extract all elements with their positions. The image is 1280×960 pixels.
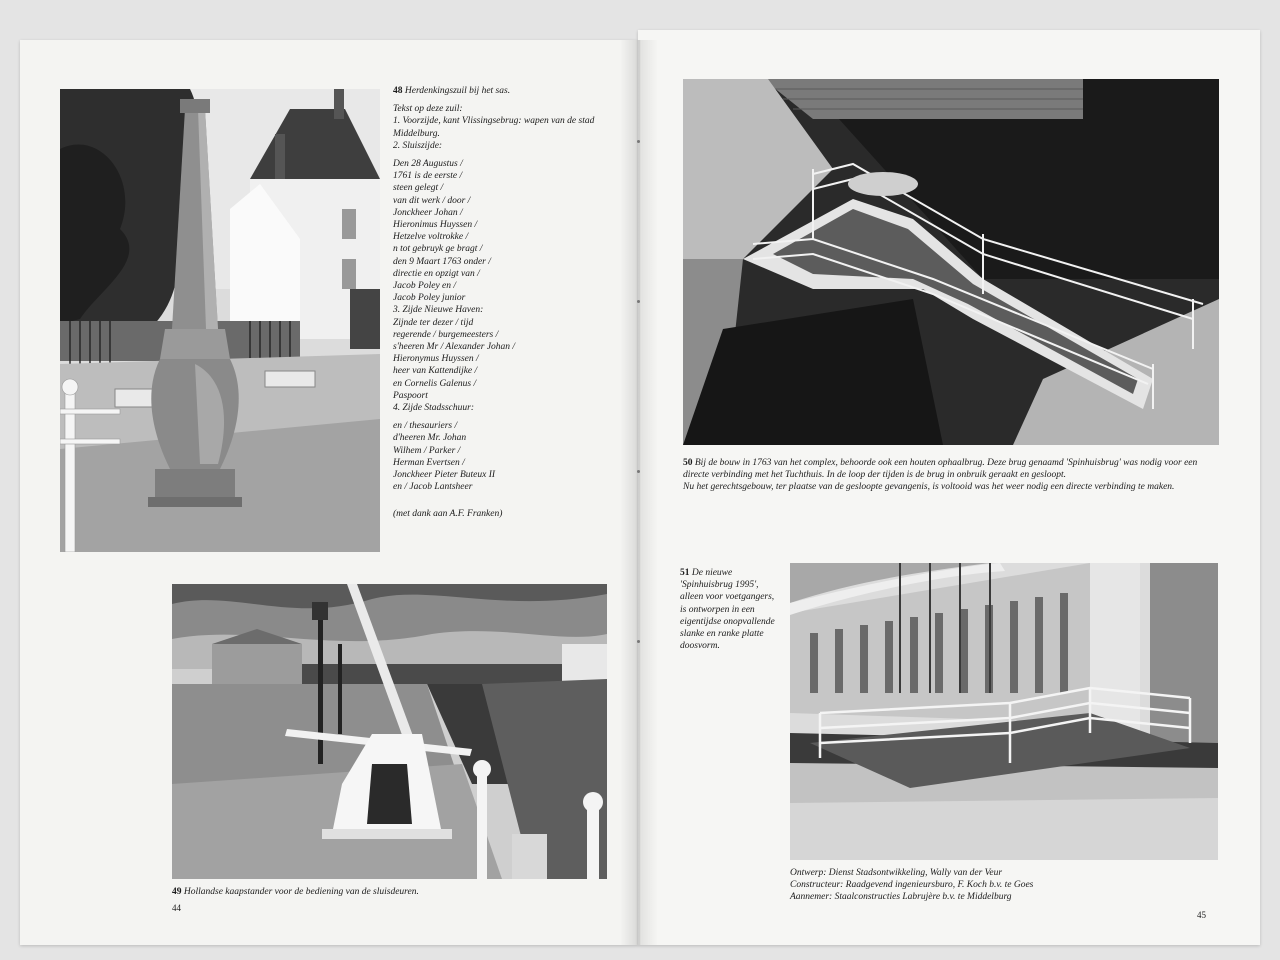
inscription-line: Hieronimus Huyssen / (393, 220, 478, 231)
inscription-line: Jonckheer Pieter Buteux II (393, 470, 496, 481)
inscription-side-4-heading: 4. Zijde Stadsschuur: (393, 403, 475, 414)
binding-stitch (637, 300, 640, 303)
figure-number: 49 (172, 887, 182, 897)
figure-number: 48 (393, 86, 403, 96)
inscription-line: s'heeren Mr / Alexander Johan / (393, 342, 516, 353)
caption-line: directe verbinding met het Tuchthuis. In de loop der tijden is de brug in onbruik geraakt en gesloopt. (683, 470, 1067, 481)
inscription-side-3-heading: 3. Zijde Nieuwe Haven: (393, 305, 484, 316)
credit-line: Constructeur: Raadgevend ingenieursburo, F. Koch b.v. te Goes (790, 880, 1034, 891)
inscription-line: Jacob Poley junior (393, 293, 466, 304)
inscription-line: en Cornelis Galenus / (393, 378, 477, 389)
credits-51 (790, 867, 1230, 904)
inscription-line: en / Jacob Lantsheer (393, 482, 473, 493)
acknowledgement: (met dank aan A.F. Franken) (393, 508, 503, 519)
inscription-side-1: 1. Voorzijde, kant Vlissingsebrug: wapen van de stad Middelburg. (393, 116, 595, 139)
caption-line: is ontworpen in een (680, 604, 755, 615)
inscription-side-2-heading: 2. Sluiszijde: (393, 140, 443, 151)
inscription-line: Jacob Poley en / (393, 281, 457, 292)
caption-line: eigentijdse onopvallende (680, 616, 775, 627)
inscription-line: Den 28 Augustus / (393, 159, 463, 170)
caption-51 (680, 567, 790, 652)
inscription-intro: Tekst op deze zuil: (393, 104, 463, 115)
page-number-right: 45 (1197, 910, 1206, 920)
caption-line: Bij de bouw in 1763 van het complex, behoorde ook een houten ophaalbrug. Deze brug genaamd 'Spinhuisbrug' was nodig voor een (694, 458, 1198, 468)
figure-caption: Hollandse kaapstander voor de bediening van de sluisdeuren. (183, 887, 419, 897)
inscription-line: Hieronymus Huyssen / (393, 354, 479, 365)
figure-title: Herdenkingszuil bij het sas. (404, 86, 511, 96)
photo-51-new-bridge (790, 563, 1218, 860)
inscription-line: Paspoort (393, 390, 428, 401)
inscription-line: regerende / burgemeesters / (393, 329, 499, 340)
inscription-line: den 9 Maart 1763 onder / (393, 256, 491, 267)
figure-number: 50 (683, 458, 693, 468)
inscription-line: van dit werk / door / (393, 195, 471, 206)
caption-line: 'Spinhuisbrug 1995', (680, 580, 759, 591)
caption-line: alleen voor voetgangers, (680, 592, 775, 603)
caption-50 (683, 457, 1228, 494)
inscription-line: d'heeren Mr. Johan (393, 433, 467, 444)
inscription-line: 1761 is de eerste / (393, 171, 463, 182)
inscription-line: Herman Evertsen / (393, 457, 465, 468)
credit-line: Ontwerp: Dienst Stadsontwikkeling, Wally van der Veur (790, 868, 1003, 878)
binding-stitch (637, 140, 640, 143)
photo-50-bridge (683, 79, 1219, 445)
photo-48-memorial-column (60, 89, 380, 552)
binding-stitch (637, 470, 640, 473)
caption-line: doosvorm. (680, 641, 720, 652)
inscription-line: directie en opzigt van / (393, 268, 480, 279)
inscription-text (393, 85, 613, 520)
credit-line: Aannemer: Staalconstructies Labrujère b.v. te Middelburg (790, 892, 1012, 903)
caption-line: De nieuwe (691, 568, 733, 578)
inscription-line: en / thesauriers / (393, 421, 458, 432)
inscription-line: Hetzelve voltrokke / (393, 232, 469, 243)
inscription-line: steen gelegt / (393, 183, 444, 194)
inscription-line: Jonckheer Johan / (393, 207, 463, 218)
inscription-line: Wilhem / Parker / (393, 445, 461, 456)
caption-49 (172, 886, 612, 898)
figure-number: 51 (680, 568, 690, 578)
inscription-line: heer van Kattendijke / (393, 366, 478, 377)
inscription-line: Zijnde ter dezer / tijd (393, 317, 474, 328)
photo-49-capstan (172, 584, 607, 879)
page-number-left: 44 (172, 903, 181, 913)
caption-line: slanke en ranke platte (680, 629, 764, 640)
caption-line: Nu het gerechtsgebouw, ter plaatse van de gesloopte gevangenis, is voltooid was het weer nodig een directe verbinding te maken. (683, 482, 1175, 493)
binding-stitch (637, 640, 640, 643)
inscription-line: n tot gebruyk ge bragt / (393, 244, 483, 255)
